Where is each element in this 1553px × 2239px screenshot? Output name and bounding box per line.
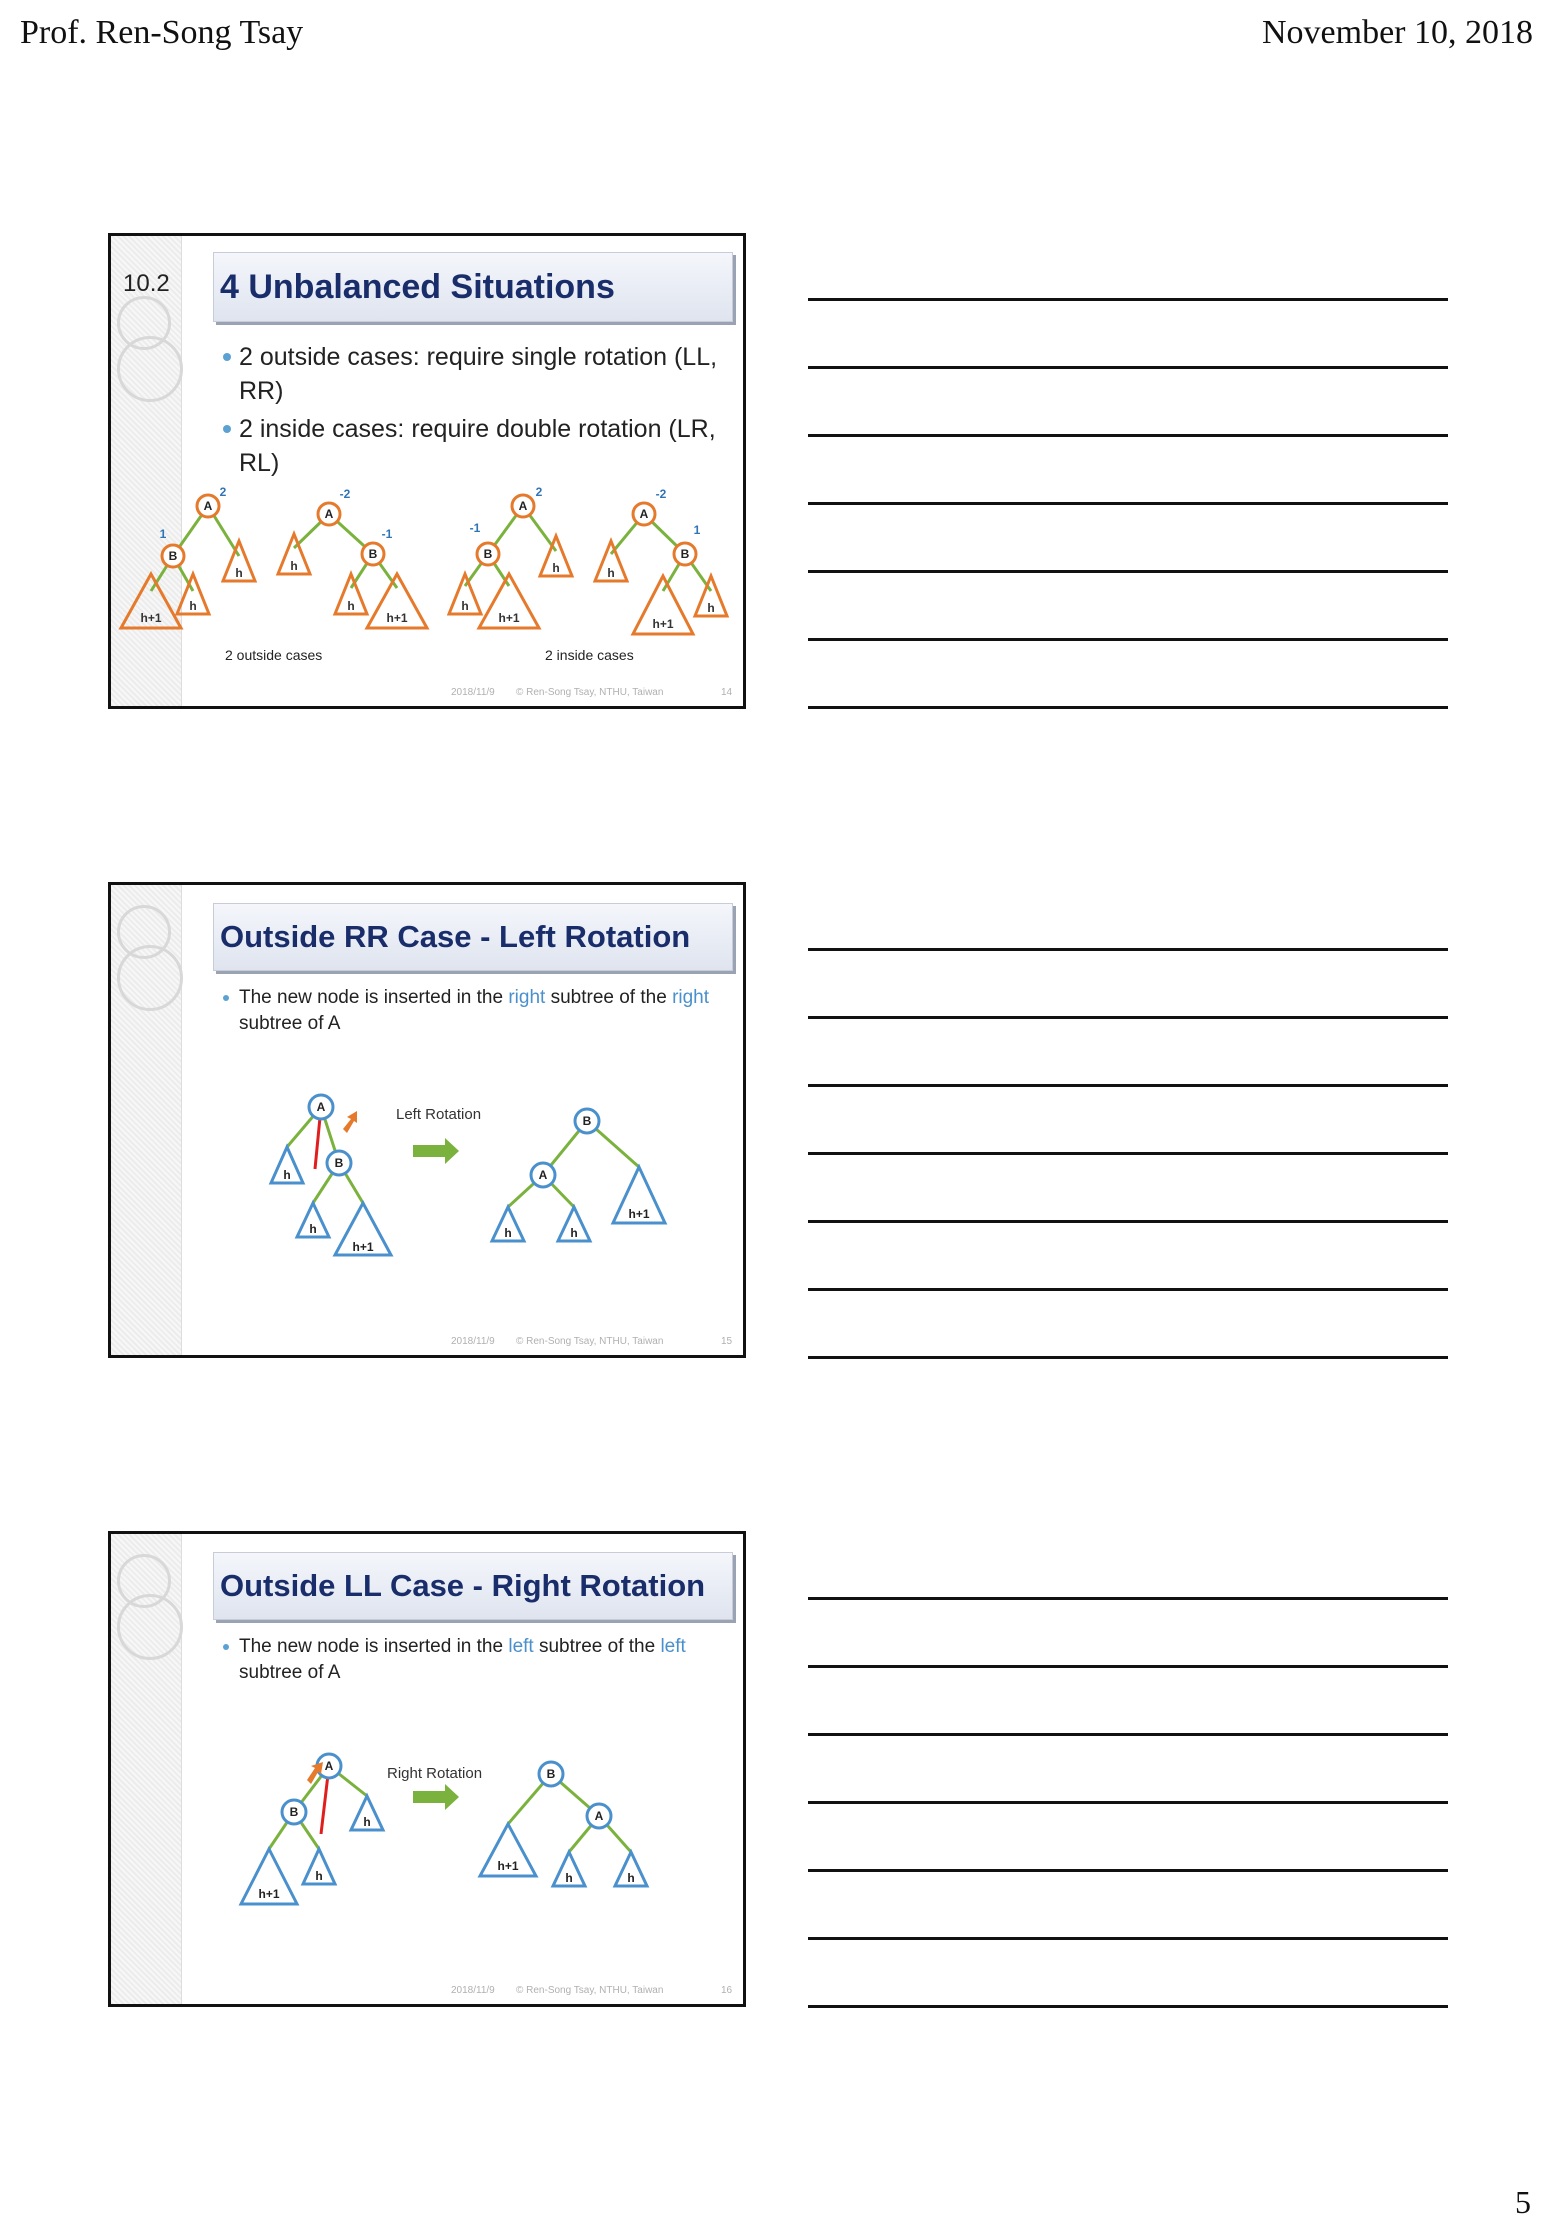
subtree-label: h <box>707 601 715 615</box>
note-line <box>808 434 1448 437</box>
note-line <box>808 1869 1448 1872</box>
note-line <box>808 1665 1448 1668</box>
green-arrow-icon <box>413 1784 459 1810</box>
balance-factor: -1 <box>469 521 481 535</box>
note-line <box>808 1220 1448 1223</box>
footer-date: 2018/11/9 <box>451 1336 495 1347</box>
footer-slide-number: 16 <box>721 1985 733 1996</box>
subtree-label: h <box>235 566 243 580</box>
note-line <box>808 298 1448 301</box>
note-line <box>808 706 1448 709</box>
node-label-b: B <box>368 547 378 561</box>
slide-ll-right-rotation <box>108 1531 746 2007</box>
slide-title: Outside RR Case - Left Rotation <box>213 903 733 971</box>
svg-text:h: h <box>363 1815 371 1829</box>
balance-factor: -1 <box>381 527 393 541</box>
footer-copyright: © Ren-Song Tsay, NTHU, Taiwan <box>516 687 664 698</box>
rotation-label: Right Rotation <box>387 1765 483 1782</box>
page-header-date: November 10, 2018 <box>1261 14 1533 51</box>
note-line <box>808 366 1448 369</box>
svg-text:h+1: h+1 <box>628 1207 650 1221</box>
rotation-label: Left Rotation <box>396 1106 482 1123</box>
footer-copyright: © Ren-Song Tsay, NTHU, Taiwan <box>516 1336 664 1347</box>
slide-rr-left-rotation <box>108 882 746 1358</box>
balance-factor: 2 <box>535 485 543 499</box>
rotation-direction-arrow <box>343 1111 357 1133</box>
subtree-label: h <box>552 561 560 575</box>
subtree-label: h <box>461 599 469 613</box>
rotation-direction-arrow <box>307 1762 323 1784</box>
slide-number-label: 10.2 <box>123 270 170 297</box>
note-line <box>808 1733 1448 1736</box>
bullet-outside-cases: 2 outside cases: require single rotation (LL, RR) <box>221 340 723 408</box>
svg-text:h: h <box>565 1871 573 1885</box>
balance-factor: -2 <box>655 487 667 501</box>
svg-text:h: h <box>627 1871 635 1885</box>
bullet-inside-cases: 2 inside cases: require double rotation (LR, RL) <box>221 412 723 480</box>
subtree-label: h+1 <box>498 611 520 625</box>
note-line <box>808 1288 1448 1291</box>
subtree-label: h <box>607 566 615 580</box>
node-label-b: B <box>168 549 178 563</box>
slide-title: 4 Unbalanced Situations <box>213 252 733 322</box>
subtree-label: h <box>290 559 298 573</box>
svg-text:B: B <box>546 1767 556 1781</box>
note-line <box>808 638 1448 641</box>
footer-date: 2018/11/9 <box>451 687 495 698</box>
note-line <box>808 1152 1448 1155</box>
subtree-label: h <box>347 599 355 613</box>
note-line <box>808 1016 1448 1019</box>
svg-text:h+1: h+1 <box>497 1859 519 1873</box>
slide-unbalanced-situations <box>108 233 746 709</box>
bullet-insertion-description: The new node is inserted in the right subtree of the right subtree of A <box>221 985 723 1037</box>
footer-date: 2018/11/9 <box>451 1985 495 1996</box>
left-rotation-diagram <box>111 885 746 1358</box>
svg-text:B: B <box>582 1114 592 1128</box>
slide-title: Outside LL Case - Right Rotation <box>213 1552 733 1620</box>
footer-slide-number: 14 <box>721 687 733 698</box>
note-line <box>808 2005 1448 2008</box>
svg-text:h: h <box>283 1168 291 1182</box>
svg-text:B: B <box>289 1805 299 1819</box>
footer-copyright: © Ren-Song Tsay, NTHU, Taiwan <box>516 1985 664 1996</box>
svg-text:A: A <box>538 1168 548 1182</box>
svg-text:A: A <box>324 1759 334 1773</box>
subtree-label: h+1 <box>386 611 408 625</box>
bullet-insertion-description: The new node is inserted in the left subtree of the left subtree of A <box>221 1634 723 1686</box>
svg-text:h: h <box>504 1226 512 1240</box>
svg-text:h: h <box>315 1869 323 1883</box>
subtree-label: h <box>189 599 197 613</box>
svg-text:A: A <box>594 1809 604 1823</box>
node-label-a: A <box>518 499 528 513</box>
caption-outside-cases: 2 outside cases <box>225 647 323 663</box>
node-label-a: A <box>203 499 213 513</box>
unbalanced-trees-diagram <box>111 236 746 709</box>
note-line <box>808 1801 1448 1804</box>
note-line <box>808 1597 1448 1600</box>
node-label-b: B <box>483 547 493 561</box>
svg-text:h+1: h+1 <box>352 1240 374 1254</box>
svg-text:h: h <box>309 1222 317 1236</box>
svg-text:h: h <box>570 1226 578 1240</box>
note-line <box>808 1356 1448 1359</box>
note-line <box>808 1937 1448 1940</box>
page-number: 5 <box>1515 2184 1531 2220</box>
right-rotation-diagram <box>111 1534 746 2007</box>
page-header-author: Prof. Ren-Song Tsay <box>20 14 304 51</box>
balance-factor: 1 <box>159 527 167 541</box>
node-label-b: B <box>680 547 690 561</box>
balance-factor: -2 <box>339 487 351 501</box>
node-label-a: A <box>639 507 649 521</box>
green-arrow-icon <box>413 1138 459 1164</box>
svg-text:A: A <box>316 1100 326 1114</box>
svg-text:B: B <box>334 1156 344 1170</box>
balance-factor: 1 <box>693 523 701 537</box>
subtree-label: h+1 <box>140 611 162 625</box>
svg-text:h+1: h+1 <box>258 1887 280 1901</box>
balance-factor: 2 <box>219 485 227 499</box>
subtree-label: h+1 <box>652 617 674 631</box>
caption-inside-cases: 2 inside cases <box>545 647 634 663</box>
footer-slide-number: 15 <box>721 1336 733 1347</box>
note-line <box>808 570 1448 573</box>
note-line <box>808 948 1448 951</box>
node-label-a: A <box>324 507 334 521</box>
note-line <box>808 1084 1448 1087</box>
note-line <box>808 502 1448 505</box>
